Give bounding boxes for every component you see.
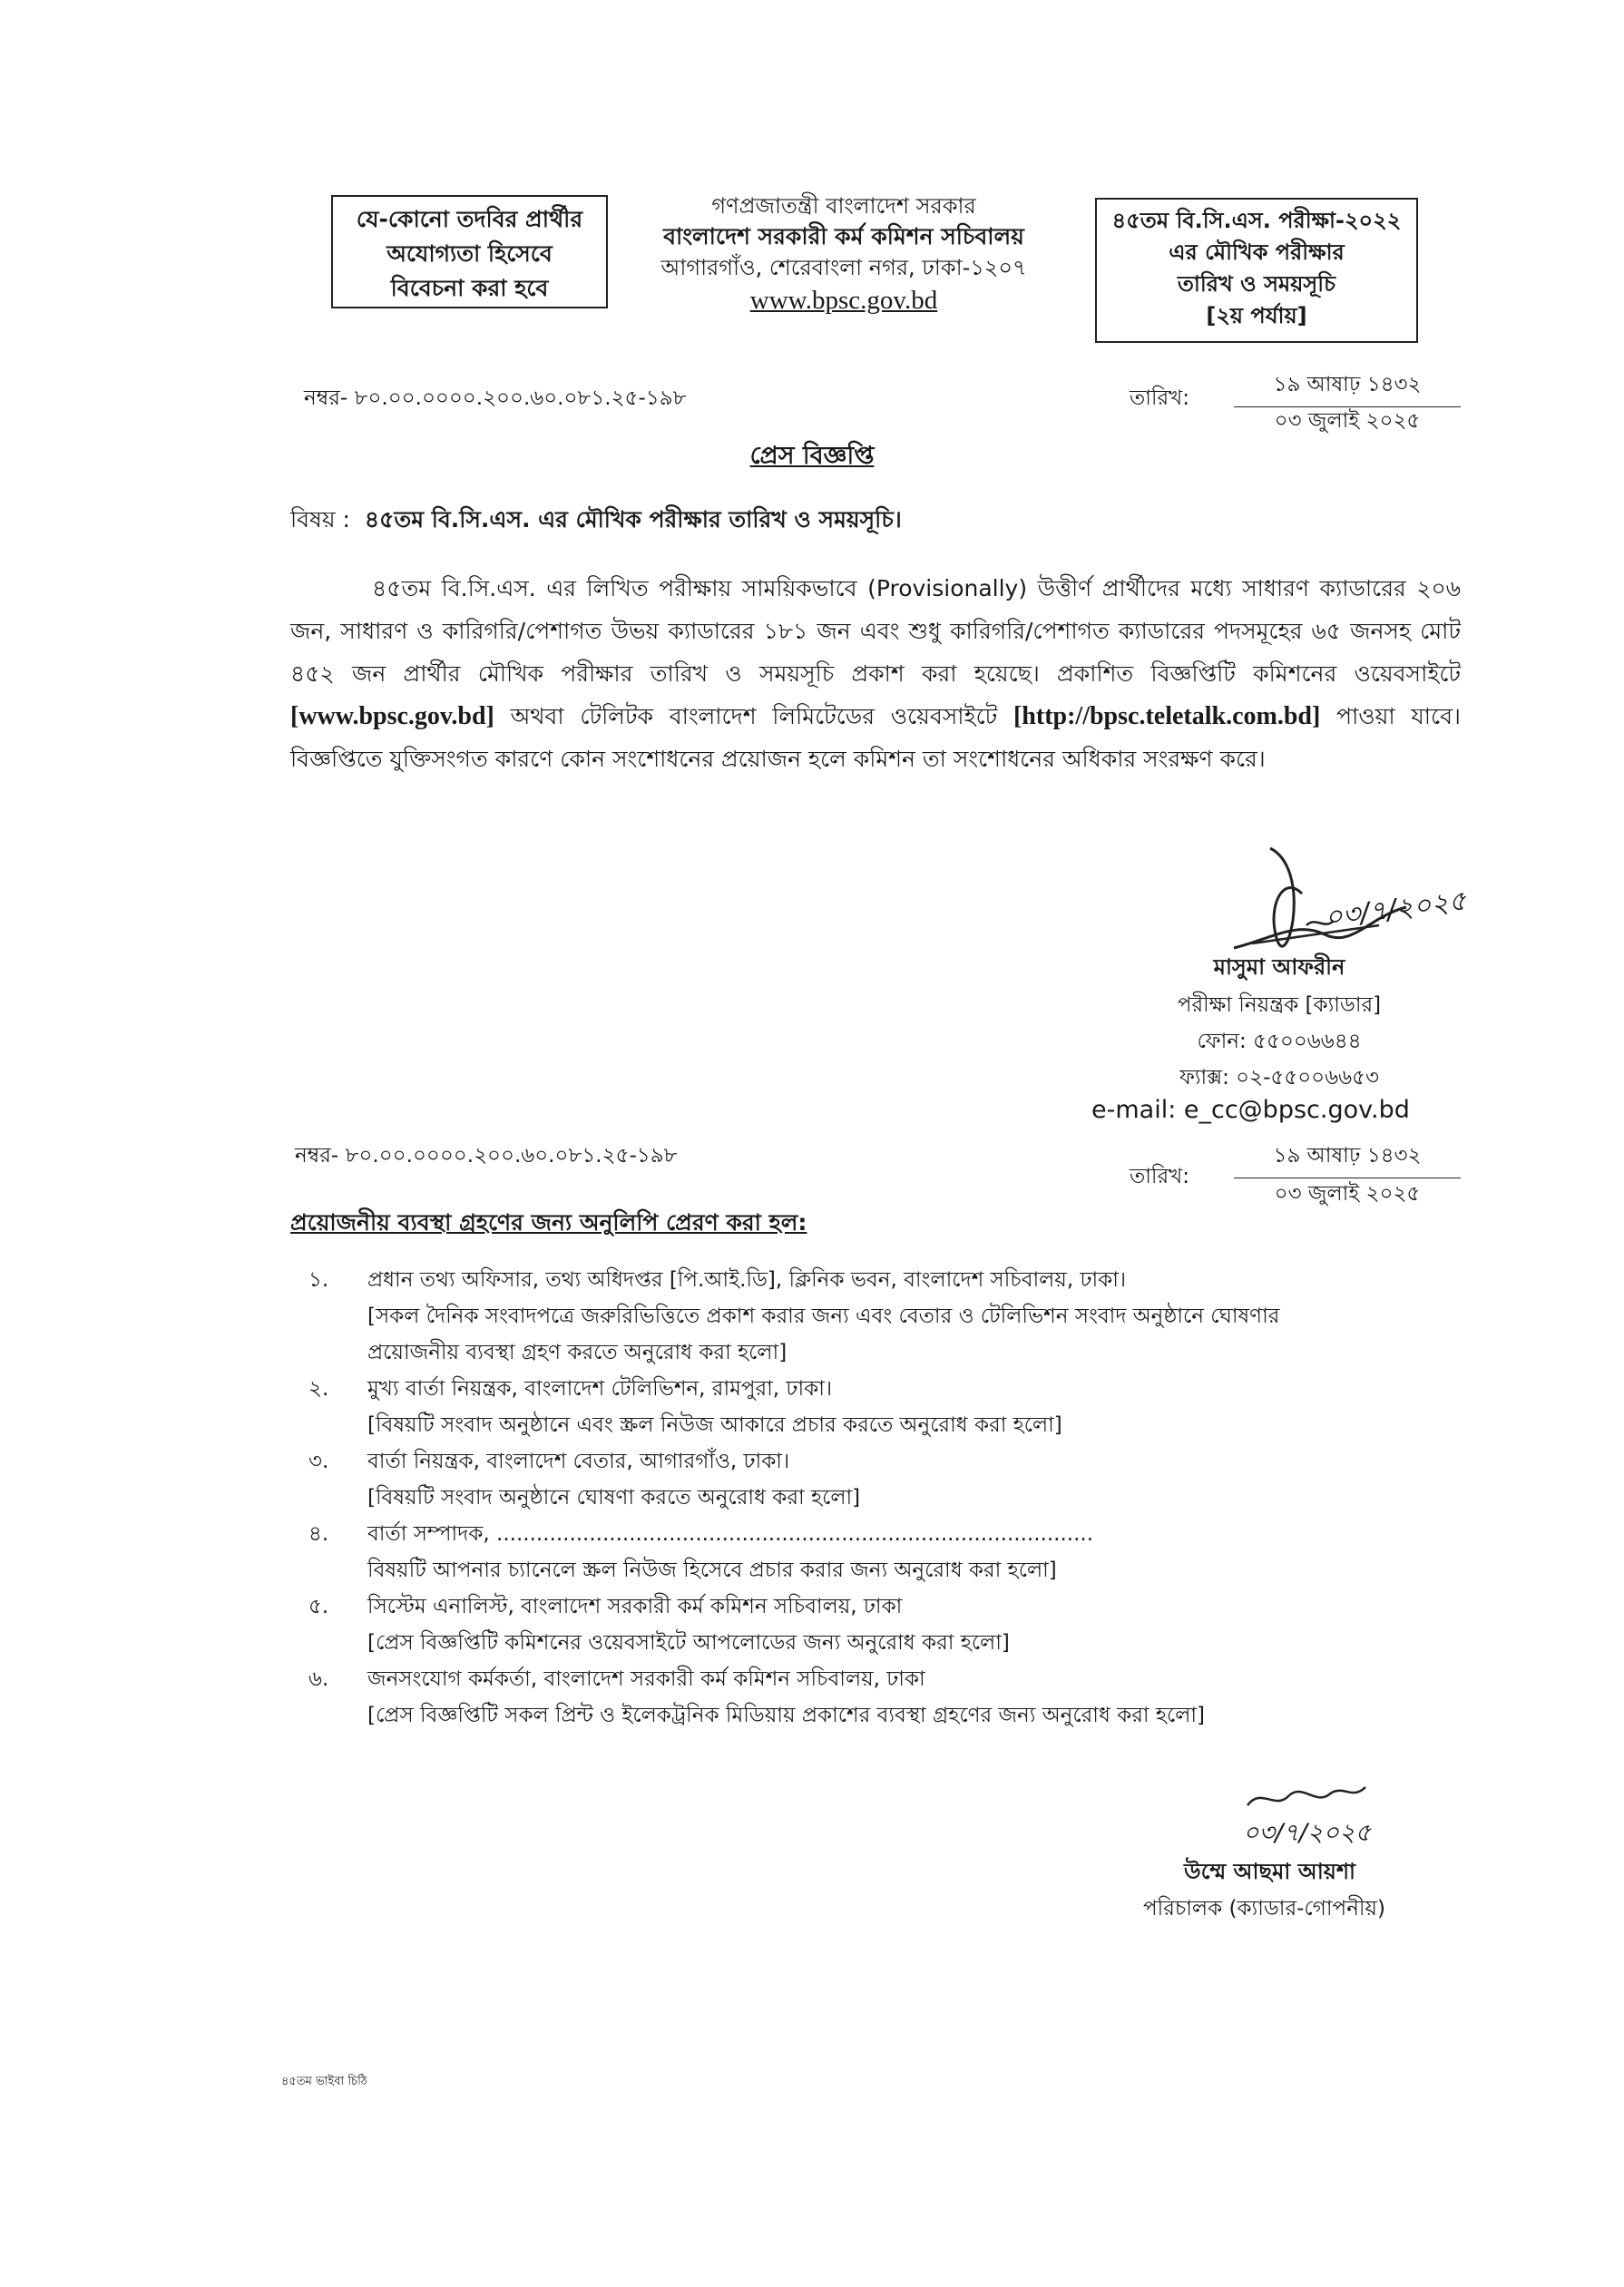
list-line: প্রধান তথ্য অফিসার, তথ্য অধিদপ্তর [পি.আই.ডি], ক্লিনিক ভবন, বাংলাদেশ সচিবালয়, ঢাকা। bbox=[367, 1268, 1127, 1292]
signatory-1-email[interactable]: e-mail: e_cc@bpsc.gov.bd bbox=[1091, 1096, 1410, 1124]
body-paragraph bbox=[290, 567, 1461, 780]
memo2-date-label: তারিখ: bbox=[1130, 1165, 1190, 1188]
left-notice-line: যে-কোনো তদবির প্রার্থীর bbox=[356, 206, 583, 232]
govt-name: গণপ্রজাতন্ত্রী বাংলাদেশ সরকার bbox=[711, 193, 976, 219]
right-notice-line: [২য় পর্যায়] bbox=[1206, 303, 1307, 328]
list-line: বার্তা সম্পাদক, .......................................................................................... bbox=[367, 1522, 1094, 1546]
signatory-1-details bbox=[1116, 987, 1443, 1096]
list-line: বিষয়টি আপনার চ্যানেলে স্ক্রল নিউজ হিসেবে প্রচার করার জন্য অনুরোধ করা হলো] bbox=[367, 1559, 1057, 1582]
left-notice-box bbox=[331, 195, 608, 308]
list-number: ৫. bbox=[308, 1595, 329, 1618]
date-bangla: ১৯ আষাঢ় ১৪৩২ bbox=[1234, 367, 1461, 407]
list-line: বার্তা নিয়ন্ত্রক, বাংলাদেশ বেতার, আগারগাঁও, ঢাকা। bbox=[367, 1450, 790, 1473]
list-line: [বিষয়টি সংবাদ অনুষ্ঠানে ঘোষণা করতে অনুরোধ করা হলো] bbox=[367, 1486, 861, 1510]
signature-1-date: ০৩/৭/২০২৫ bbox=[1323, 885, 1469, 934]
subject-text: ৪৫তম বি.সি.এস. এর মৌখিক পরীক্ষার তারিখ ও সময়সূচি। bbox=[364, 506, 902, 533]
letterhead bbox=[626, 191, 1061, 316]
list-number: ৬. bbox=[308, 1667, 329, 1691]
list-line: সিস্টেম এনালিস্ট, বাংলাদেশ সরকারী কর্ম কমিশন সচিবালয়, ঢাকা bbox=[367, 1595, 903, 1618]
office-address: আগারগাঁও, শেরেবাংলা নগর, ঢাকা-১২০৭ bbox=[660, 255, 1027, 280]
body-text: ৪৫তম বি.সি.এস. এর লিখিত পরীক্ষায় সাময়িকভাবে (Provisionally) উত্তীর্ণ প্রার্থীদের মধ্যে সাধারণ ক্যাডারের ২০৬ জন, সাধারণ ও কারিগরি/পেশাগত উভয় ক্যাডারের ১৮১ জন এবং শুধু কারিগরি/পেশাগত ক্যাডারের পদসমূহের ৬৫ জনসহ মোট ৪৫২ জন প্রার্থীর মৌখিক পরীক্ষার তারিখ ও সময়সূচি প্রকাশ করা হয়েছে। প্রকাশিত বিজ্ঞপ্তিটি কমিশনের ওয়েবসাইটে bbox=[290, 575, 1461, 687]
memo2-date-english: ০৩ জুলাই ২০২৫ bbox=[1274, 1182, 1421, 1206]
list-number: ২. bbox=[308, 1377, 329, 1401]
signatory-1-designation: পরীক্ষা নিয়ন্ত্রক [ক্যাডার] bbox=[1177, 993, 1382, 1017]
right-notice-box bbox=[1095, 198, 1418, 343]
signatory-2-designation: পরিচালক (ক্যাডার-গোপনীয়) bbox=[1143, 1897, 1385, 1920]
right-notice-line: ৪৫তম বি.সি.এস. পরীক্ষা-২০২২ bbox=[1111, 208, 1402, 233]
memo-number: নম্বর- ৮০.০০.০০০০.২০০.৬০.০৮১.২৫-১৯৮ bbox=[304, 386, 687, 410]
office-name: বাংলাদেশ সরকারী কর্ম কমিশন সচিবালয় bbox=[663, 223, 1024, 249]
signature-2-scribble bbox=[1243, 1778, 1370, 1819]
left-notice-line: অযোগ্যতা হিসেবে bbox=[386, 240, 553, 267]
signatory-2-name: উম্মে আছমা আয়শা bbox=[1184, 1859, 1355, 1884]
signature-2-image bbox=[1243, 1778, 1370, 1819]
list-line: জনসংযোগ কর্মকর্তা, বাংলাদেশ সরকারী কর্ম কমিশন সচিবালয়, ঢাকা bbox=[367, 1667, 925, 1691]
signature-2-date: ০৩/৭/২০২৫ bbox=[1243, 1819, 1372, 1847]
list-line: [প্রেস বিজ্ঞপ্তিটি সকল প্রিন্ট ও ইলেকট্রনিক মিডিয়ায় প্রকাশের ব্যবস্থা গ্রহণের জন্য অনুরোধ করা হলো] bbox=[367, 1704, 1205, 1727]
signature-1-block bbox=[1143, 951, 1415, 987]
list-number: ১. bbox=[308, 1268, 329, 1292]
teletalk-link[interactable]: [http://bpsc.teletalk.com.bd] bbox=[1013, 702, 1321, 730]
signatory-1-phone: ফোন: ৫৫০০৬৬৪৪ bbox=[1197, 1030, 1362, 1053]
date-english: ০৩ জুলাই ২০২৫ bbox=[1274, 409, 1421, 433]
subject-label: বিষয় : bbox=[290, 506, 350, 533]
list-number: ৩. bbox=[308, 1450, 329, 1473]
list-line: [সকল দৈনিক সংবাদপত্রে জরুরিভিত্তিতে প্রকাশ করার জন্য এবং বেতার ও টেলিভিশন সংবাদ অনুষ্ঠানে ঘোষণার bbox=[367, 1305, 1280, 1328]
footer-note: ৪৫তম ভাইবা চিঠি bbox=[281, 2075, 367, 2088]
list-line: প্রয়োজনীয় ব্যবস্থা গ্রহণ করতে অনুরোধ করা হলো] bbox=[367, 1341, 788, 1364]
body-text: অথবা টেলিটক বাংলাদেশ লিমিটেডের ওয়েবসাইটে bbox=[510, 703, 998, 729]
subject bbox=[290, 502, 902, 541]
list-number: ৪. bbox=[308, 1522, 329, 1546]
right-notice-line: এর মৌখিক পরীক্ষার bbox=[1169, 239, 1345, 265]
signatory-1-name: মাসুমা আফরীন bbox=[1213, 954, 1345, 980]
list-line: [প্রেস বিজ্ঞপ্তিটি কমিশনের ওয়েবসাইটে আপলোডের জন্য অনুরোধ করা হলো] bbox=[367, 1631, 1010, 1655]
distribution-heading: প্রয়োজনীয় ব্যবস্থা গ্রহণের জন্য অনুলিপি প্রেরণ করা হল: bbox=[290, 1209, 807, 1236]
website-link[interactable]: www.bpsc.gov.bd bbox=[749, 286, 938, 315]
memo2-date-bangla: ১৯ আষাঢ় ১৪৩২ bbox=[1234, 1139, 1461, 1178]
left-notice-line: বিবেচনা করা হবে bbox=[390, 275, 549, 301]
date-label: তারিখ: bbox=[1130, 386, 1190, 410]
list-line: মুখ্য বার্তা নিয়ন্ত্রক, বাংলাদেশ টেলিভিশন, রামপুরা, ঢাকা। bbox=[367, 1377, 833, 1401]
right-notice-line: তারিখ ও সময়সূচি bbox=[1177, 271, 1336, 297]
list-line: [বিষয়টি সংবাদ অনুষ্ঠানে এবং স্ক্রল নিউজ আকারে প্রচার করতে অনুরোধ করা হলো] bbox=[367, 1413, 1062, 1437]
page-title: প্রেস বিজ্ঞপ্তি bbox=[749, 442, 875, 470]
signatory-1-fax: ফ্যাক্স: ০২-৫৫০০৬৬৫৩ bbox=[1179, 1066, 1379, 1090]
bpsc-link[interactable]: [www.bpsc.gov.bd] bbox=[290, 702, 494, 730]
memo2-number: নম্বর- ৮০.০০.০০০০.২০০.৬০.০৮১.২৫-১৯৮ bbox=[295, 1144, 678, 1168]
body-text: পাওয়া যাবে। বিজ্ঞপ্তিতে যুক্তিসংগত কারণে কোন সংশোধনের প্রয়োজন হলে কমিশন তা সংশোধনের অধিকার সংরক্ষণ করে। bbox=[290, 703, 1461, 772]
